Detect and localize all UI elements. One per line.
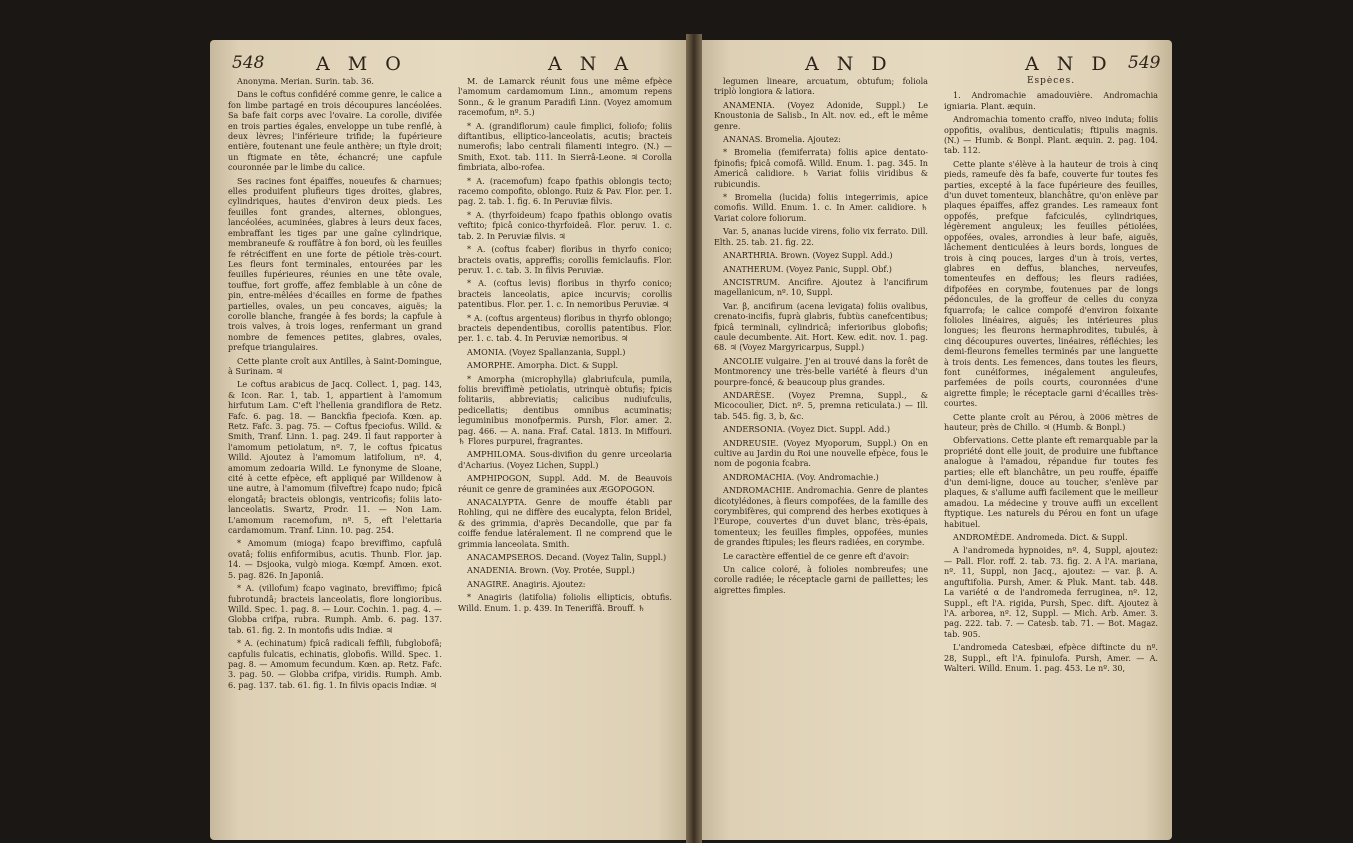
- paragraph: Var. β, ancifirum (acena levigata) foliis ovalibus, crenato-incifis, fuprà glabris, fubtùs canefcentibus; fpicâ terminali, cylindricâ; inferioribus globofis; caule decumbente. Ait. Hort. Kew. edit. nov. 1. pag. 68. ♃ (Voyez Margyricarpus, Suppl.): [714, 300, 928, 353]
- running-head-left-col2: A N A: [548, 53, 635, 75]
- paragraph: * Anagiris (latifolia) foliolis ellipticis, obtufis. Willd. Enum. 1. p. 439. In Teneriffâ. Brouff. ♄: [458, 592, 672, 613]
- paragraph: ANADENIA. Brown. (Voy. Protée, Suppl.): [467, 565, 635, 576]
- paragraph: * A. (coftus fcaber) floribus in thyrfo conico; bracteis ovatis, appreffis; corollis femiclaufis. Flor. peruv. 1. c. tab. 3. In filvis Peruviæ.: [458, 244, 672, 275]
- running-head-right-col2: A N D: [1025, 53, 1113, 75]
- paragraph: * A. (grandiflorum) caule fimplici, foliofo; foliis diftantibus, elliptico-lanceolatis, acutis; bracteis numerofis; labo centrali filamenti integro. (N.) — Smith, Exot. tab. 111. In Sierrâ-Leone. ♃ Corolla fimbriata, albo-rofea.: [458, 120, 672, 173]
- paragraph: Cette plante croît au Pérou, à 2006 mètres de hauteur, près de Chillo. ♃ (Humb. & Bonpl.): [944, 411, 1158, 432]
- paragraph: * A. (racemofum) fcapo fpathis oblongis tecto; racemo compofito, oblongo. Ruiz & Pav. Flor. per. 1. pag. 2. tab. 1. fig. 6. In Peruviæ filvis.: [458, 175, 672, 207]
- paragraph: * Amorpha (microphylla) glabriufcula, pumila, foliis breviffimè petiolatis, utrinquè obtufis; fpicis folitariis, abbreviatis; calicibus nudiufculis, pedicellatis; dentibus omnibus acuminatis; leguminibus monofpermis. Pursh, Flor. amer. 2. pag. 466. — A. nana. Fraf. Catal. 1813. In Miffouri. ♄ Flores purpurei, fragrantes.: [458, 373, 672, 446]
- paragraph: AMPHIPOGON, Suppl. Add. M. de Beauvois réunit ce genre de graminées aux ÆGOPOGON.: [458, 473, 672, 494]
- paragraph: A l'andromeda hypnoides, nº. 4, Suppl, ajoutez: — Pall. Flor. roff. 2. tab. 73. fig. 2. A l'A. mariana, nº. 11, Suppl, non Jacq., ajoutez: — var. β. A. anguftifolia. Pursh, Amer. & Pluk. Mant. tab. 448. La variété α de l'andromeda ferruginea, nº. 12, Suppl., eft l'A. rigida, Pursh, Spec. dift. Ajoutez à l'A. arborea, nº. 12, Suppl. — Mich. Arb. Amer. 3. pag. 222. tab. 7. — Catesb. tab. 71. — Bot. Magaz. tab. 905.: [944, 545, 1158, 639]
- paragraph: Le coftus arabicus de Jacq. Collect. 1, pag. 143, & Icon. Rar. 1, tab. 1, appartient à l'amomum hirfutum Lam. C'eft l'hellenia grandiflora de Retz. Fafc. 6. pag. 18. — Banckfia fpeciofa. Kœn. ap. Retz. Fafc. 3. pag. 75. — Coftus fpeciofus. Willd. & Smith, Tranf. Linn. 1. pag. 249. Il faut rapporter à l'amomum petiolatum, nº. 7, le coftus fpicatus Willd. Ajoutez à l'amomum latifolium, nº. 4, amomum zedoaria Willd. Le fynonyme de Sloane, cité à cette efpèce, eft appliqué par Willdenow à une autre, à l'amomum (filveftre) fcapo nudo; fpicâ elongatâ; bracteis oblongis, ventricofis; foliis lato-lanceolatis. Swartz, Prodr. 11. — Non Lam. L'amomum racemofum, nº. 5, eft l'elettaria cardamomum. Tranf. Linn. 10. pag. 254.: [228, 379, 442, 536]
- paragraph: Andromachia tomento craffo, niveo induta; foliis oppofitis, ovalibus, denticulatis; ftipulis magnis. (N.) — Humb. & Bonpl. Plant. æquin. 2. pag. 104. tab. 112.: [944, 114, 1158, 156]
- page-number-right: 549: [1128, 53, 1161, 73]
- paragraph: AMORPHE. Amorpha. Dict. & Suppl.: [467, 360, 619, 371]
- paragraph: legumen lineare, arcuatum, obtufum; foliola triplò longiora & latiora.: [714, 76, 928, 97]
- paragraph: Cette plante s'élève à la hauteur de trois à cinq pieds, rameufe dès fa bafe, couverte fur toutes fes parties, excepté à la face fupérieure des feuilles, d'un duvet tomenteux, blanchâtre, qu'on enlève par plaques épaiffes, affez grandes. Les rameaux font oppofés, prefque fafciculés, cylindriques, légèrement anguleux; les feuilles pétiolées, oppofées, ovales, arrondies à leur bafe, aiguës, lâchement denticulées à leurs bords, longues de trois à cinq pouces, larges d'un à trois, vertes, glabres en deffus, blanches, nerveufes, tomenteufes en deffous; les fleurs radiées, difpofées en corymbe, foutenues par de longs pédoncules, de la groffeur de celles du conyza fquarrofa; le calice compofé d'environ foixante folioles linéaires, aiguës; les intérieures plus longues; les fleurons hermaphrodites, tubulés, à cinq découpures ouvertes, linéaires, réfléchies; les demi-fleurons femelles terminés par une languette à trois dents. Les femences, dans toutes les fleurs, font cunéiformes, inégalement anguleufes, parfemées de poils courts, couronnées d'une aigrette fimple; le réceptacle garni d'écailles très-courtes.: [944, 158, 1158, 409]
- text-column: [944, 76, 1158, 832]
- paragraph: ANAMENIA. (Voyez Adonide, Suppl.) Le Knoustonia de Salisb., In Alt. nov. ed., eft le même genre.: [714, 99, 928, 131]
- paragraph: * A. (thyrfoideum) fcapo fpathis oblongo ovatis veftito; fpicâ conico-thyrfoideâ. Flor. peruv. 1. c. tab. 2. In Peruviæ filvis. ♃: [458, 209, 672, 241]
- paragraph: L'andromeda Catesbæi, efpèce diftincte du nº. 28, Suppl., eft l'A. fpinulofa. Pursh, Amer. — A. Walteri. Willd. Enum. 1. pag. 453. Le nº. 30,: [944, 642, 1158, 673]
- paragraph: ANATHERUM. (Voyez Panic, Suppl. Obf.): [723, 263, 892, 274]
- text-column: [228, 76, 442, 832]
- page-number-left: 548: [232, 53, 265, 73]
- paragraph: AMONIA. (Voyez Spallanzania, Suppl.): [467, 346, 626, 357]
- paragraph: ANDROMÈDE. Andromeda. Dict. & Suppl.: [953, 532, 1128, 543]
- paragraph: ANCISTRUM. Ancifire. Ajoutez à l'ancifirum magellanicum, nº. 10, Suppl.: [714, 276, 928, 298]
- text-column: [458, 76, 672, 832]
- running-head-right-col1: A N D: [805, 53, 893, 75]
- paragraph: 1. Andromachie amadouvière. Andromachia igniaria. Plant. æquin.: [944, 90, 1158, 111]
- paragraph: Ses racines font épaiffes, noueufes & charnues; elles produifent plufieurs tiges droites, glabres, cylindriques, hautes d'environ deux pieds. Les feuilles font grandes, alternes, oblongues, lancéolées, acuminées, glabres à leurs deux faces, embraffant les tiges par une gaîne cylindrique, membraneufe & rouffâtre à fon bord, où les feuilles fe rétréciffent en une forte de pétiole très-court. Les fleurs font terminales, entourées par les feuilles fupérieures, réunies en une tête ovale, touffue, fort groffe, affez femblable à un cône de pin, entre-mêlées d'écailles en forme de fpathes partielles, ovales, un peu concaves, aiguës; la corolle blanche, frangée à fes bords; la capfule à trois valves, à trois loges, renfermant un grand nombre de femences petites, glabres, ovales, prefque triangulaires.: [228, 175, 442, 353]
- paragraph: ANAGIRE. Anagiris. Ajoutez:: [467, 578, 586, 589]
- paragraph: Le caractère effentiel de ce genre eft d'avoir:: [723, 550, 910, 561]
- paragraph: ANACAMPSEROS. Decand. (Voyez Talin, Suppl.): [467, 552, 667, 563]
- paragraph: Un calice coloré, à folioles nombreufes; une corolle radiée; le réceptacle garni de paillettes; les aigrettes fimples.: [714, 564, 928, 595]
- paragraph: Var. 5, ananas lucide virens, folio vix ferrato. Dill. Elth. 25. tab. 21. fig. 22.: [714, 226, 928, 247]
- paragraph: * A. (coftus argenteus) floribus in thyrfo oblongo; bracteis dependentibus, corollis patentibus. Flor. per. 1. c. tab. 4. In Peruviæ nemoribus. ♃: [458, 312, 672, 344]
- paragraph: ANDREUSIE. (Voyez Myoporum, Suppl.) On en cultive au Jardin du Roi une nouvelle efpèce, fous le nom de pogonia fcabra.: [714, 437, 928, 469]
- paragraph: ANDARÈSE. (Voyez Premna, Suppl., & Micocoulier, Dict. nº. 5, premna reticulata.) — Ill. tab. 545. fig. 3, b, &c.: [714, 389, 928, 421]
- paragraph: ANANAS. Bromelia. Ajoutez:: [723, 134, 841, 145]
- paragraph: AMPHILOMA. Sous-divifion du genre urceolaria d'Acharius. (Voyez Lichen, Suppl.): [458, 449, 672, 470]
- paragraph: ANDERSONIA. (Voyez Dict. Suppl. Add.): [723, 424, 891, 435]
- paragraph: * A. (echinatum) fpicâ radicali feffili, fubglobofâ; capfulis fulcatis, echinatis, globofis. Willd. Spec. 1. pag. 8. — Amomum fecundum. Kœn. ap. Retz. Fafc. 3. pag. 50. — Globba crifpa, viridis. Rumph. Amb. 6. pag. 137. tab. 61. fig. 1. In filvis opacis Indiæ. ♃: [228, 638, 442, 690]
- paragraph: ANDROMACHIA. (Voy. Andromachie.): [723, 471, 879, 482]
- paragraph: * A. (villofum) fcapo vaginato, breviffimo; fpicâ fubrotundâ; bracteis lanceolatis, flore longioribus. Willd. Spec. 1. pag. 8. — Lour. Cochin. 1. pag. 4. — Globba crifpa, rubra. Rumph. Amb. 6. pag. 137. tab. 61. fig. 2. In montofis udis Indiæ. ♃: [228, 583, 442, 635]
- paragraph: ANCOLIE vulgaire. J'en ai trouvé dans la forêt de Montmorency une très-belle variété à fleurs d'un pourpre-foncé, & beaucoup plus grandes.: [714, 355, 928, 387]
- paragraph: * Amomum (mioga) fcapo breviffimo, capfulâ ovatâ; foliis enfiformibus, acutis. Thunb. Flor. jap. 14. — Dsjooka, vulgò mioga. Kœmpf. Amœn. exot. 5. pag. 826. In Japoniâ.: [228, 538, 442, 580]
- book-gutter: [686, 34, 702, 843]
- paragraph: ANACALYPTA. Genre de mouffe établi par Rohling, qui ne diffère des eucalypta, felon Bridel, & des grimmia, d'après Decandolle, que par fa coiffe fendue latéralement. Il ne comprend que le grimmia lanceolata. Smith.: [458, 497, 672, 549]
- text-column: [714, 76, 928, 832]
- paragraph: * Bromelia (femiferrata) foliis apice dentato-fpinofis; fpicâ comofâ. Willd. Enum. 1. pag. 345. In Americâ calidiore. ♄ Variat foliis viridibus & rubicundis.: [714, 147, 928, 189]
- paragraph: ANDROMACHIE. Andromachia. Genre de plantes dicotylédones, à fleurs compofées, de la famille des corymbifères, qui comprend des herbes exotiques à l'Europe, couvertes d'un duvet blanc, très-épais, tomenteux; les feuilles fimples, oppofées, munies de grandes ftipules; les fleurs radiées, en corymbe.: [714, 485, 928, 548]
- paragraph: Espèces.: [1026, 76, 1076, 86]
- paragraph: Cette plante croît aux Antilles, à Saint-Domingue, à Surinam. ♃: [228, 355, 442, 376]
- running-head-left-col1: A M O: [316, 53, 407, 75]
- paragraph: Obfervations. Cette plante eft remarquable par la propriété dont elle jouit, de produire une fubftance analogue à l'amadou, répandue fur toutes fes parties; elle eft blanchâtre, un peu rouffe, épaiffe d'un demi-ligne, douce au toucher, s'enlève par plaques, & s'allume auffi facilement que le meilleur amadou. La médecine y trouve auffi un excellent ftyptique. Les naturels du Pérou en font un ufage habituel.: [944, 435, 1158, 529]
- paragraph: M. de Lamarck réunit fous une même efpèce l'amomum cardamomum Linn., amomum repens Sonn., & le granum Paradifi Linn. (Voyez amomum racemofum, nº. 5.): [458, 76, 672, 118]
- paragraph: * A. (coftus levis) floribus in thyrfo conico; bracteis lanceolatis, apice incurvis; corollis patentibus. Flor. per. 1. c. In nemoribus Peruviæ. ♃: [458, 278, 672, 310]
- paragraph: ANARTHRIA. Brown. (Voyez Suppl. Add.): [723, 250, 893, 261]
- paragraph: Dans le coftus confidéré comme genre, le calice a fon limbe partagé en trois découpures lancéolées. Sa bafe fait corps avec l'ovaire. La corolle, divifée en trois parties égales, enveloppe un tube renflé, à deux lèvres; l'inférieure trifide; la fupérieure entière, foutenant une feule anthère; un ftyle droit; un ftigmate en tête, échancré; une capfule couronnée par le limbe du calice.: [228, 89, 442, 173]
- paragraph: * Bromelia (lucida) foliis integerrimis, apice comofis. Willd. Enum. 1. c. In Amer. calidiore. ♄ Variat colore foliorum.: [714, 192, 928, 223]
- paragraph: Anonyma. Merian. Surin. tab. 36.: [237, 76, 374, 86]
